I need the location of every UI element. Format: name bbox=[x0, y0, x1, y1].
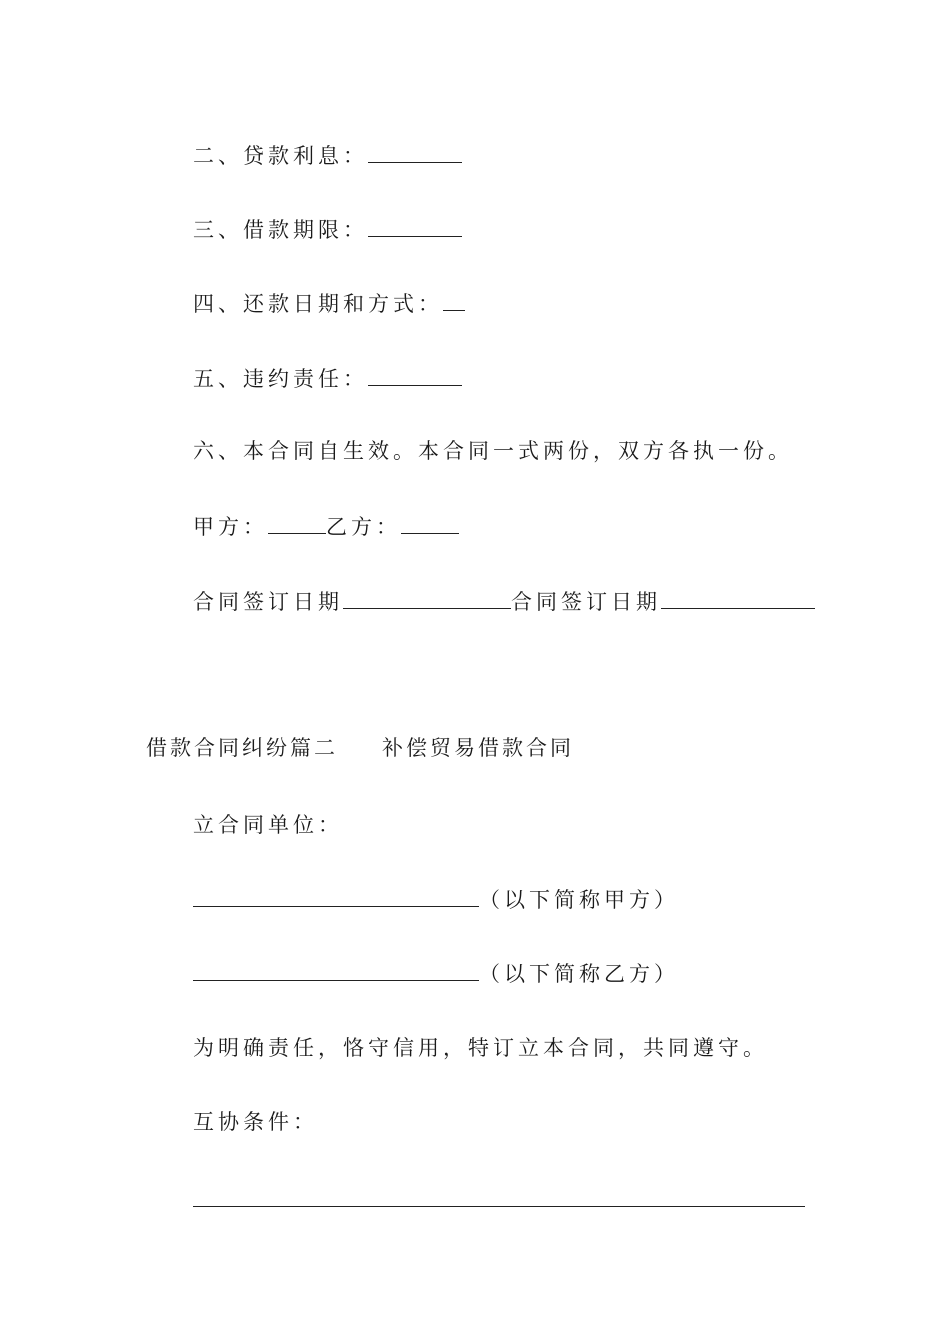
conditions-blank[interactable] bbox=[193, 1188, 805, 1207]
sign-date-blank-2[interactable] bbox=[661, 590, 815, 609]
clause-repayment-label: 四、还款日期和方式： bbox=[193, 292, 443, 316]
clause-effect bbox=[193, 441, 793, 462]
clause-term-label: 三、借款期限： bbox=[193, 218, 368, 242]
conditions-blank-line bbox=[193, 1188, 805, 1207]
party-a-line bbox=[193, 888, 679, 911]
party-a-note: （以下简称甲方） bbox=[479, 888, 679, 912]
purpose-text: 为明确责任，恪守信用，特订立本合同，共同遵守。 bbox=[193, 1036, 768, 1060]
clause-interest-label: 二、贷款利息： bbox=[193, 144, 368, 168]
conditions-label: 互协条件： bbox=[193, 1110, 318, 1134]
party-b-label: 乙方： bbox=[326, 515, 401, 539]
section-heading bbox=[146, 738, 574, 759]
clause-effect-text: 六、本合同自生效。本合同一式两份，双方各执一份。 bbox=[193, 439, 793, 463]
sign-date-label-2: 合同签订日期 bbox=[511, 590, 661, 614]
purpose-line bbox=[193, 1038, 768, 1059]
signature-dates bbox=[193, 590, 815, 613]
clause-liability-label: 五、违约责任： bbox=[193, 367, 368, 391]
clause-term bbox=[193, 218, 462, 241]
fill-blank[interactable] bbox=[368, 218, 462, 237]
party-b-name-blank[interactable] bbox=[193, 962, 479, 981]
conditions-label-line bbox=[193, 1112, 318, 1133]
sign-date-label-1: 合同签订日期 bbox=[193, 590, 343, 614]
party-a-blank[interactable] bbox=[268, 515, 326, 534]
section-heading-left: 借款合同纠纷篇二 bbox=[146, 736, 338, 760]
fill-blank[interactable] bbox=[368, 144, 462, 163]
clause-liability bbox=[193, 367, 462, 390]
signature-parties bbox=[193, 515, 459, 538]
section-heading-right: 补偿贸易借款合同 bbox=[382, 736, 574, 760]
parties-label: 立合同单位： bbox=[193, 813, 343, 837]
fill-blank[interactable] bbox=[368, 367, 462, 386]
parties-label-line bbox=[193, 815, 343, 836]
party-a-name-blank[interactable] bbox=[193, 888, 479, 907]
clause-interest bbox=[193, 144, 462, 167]
party-b-note: （以下简称乙方） bbox=[479, 962, 679, 986]
party-b-blank[interactable] bbox=[401, 515, 459, 534]
party-a-label: 甲方： bbox=[193, 515, 268, 539]
clause-repayment bbox=[193, 292, 465, 315]
sign-date-blank-1[interactable] bbox=[343, 590, 511, 609]
fill-blank[interactable] bbox=[443, 292, 465, 311]
party-b-line bbox=[193, 962, 679, 985]
